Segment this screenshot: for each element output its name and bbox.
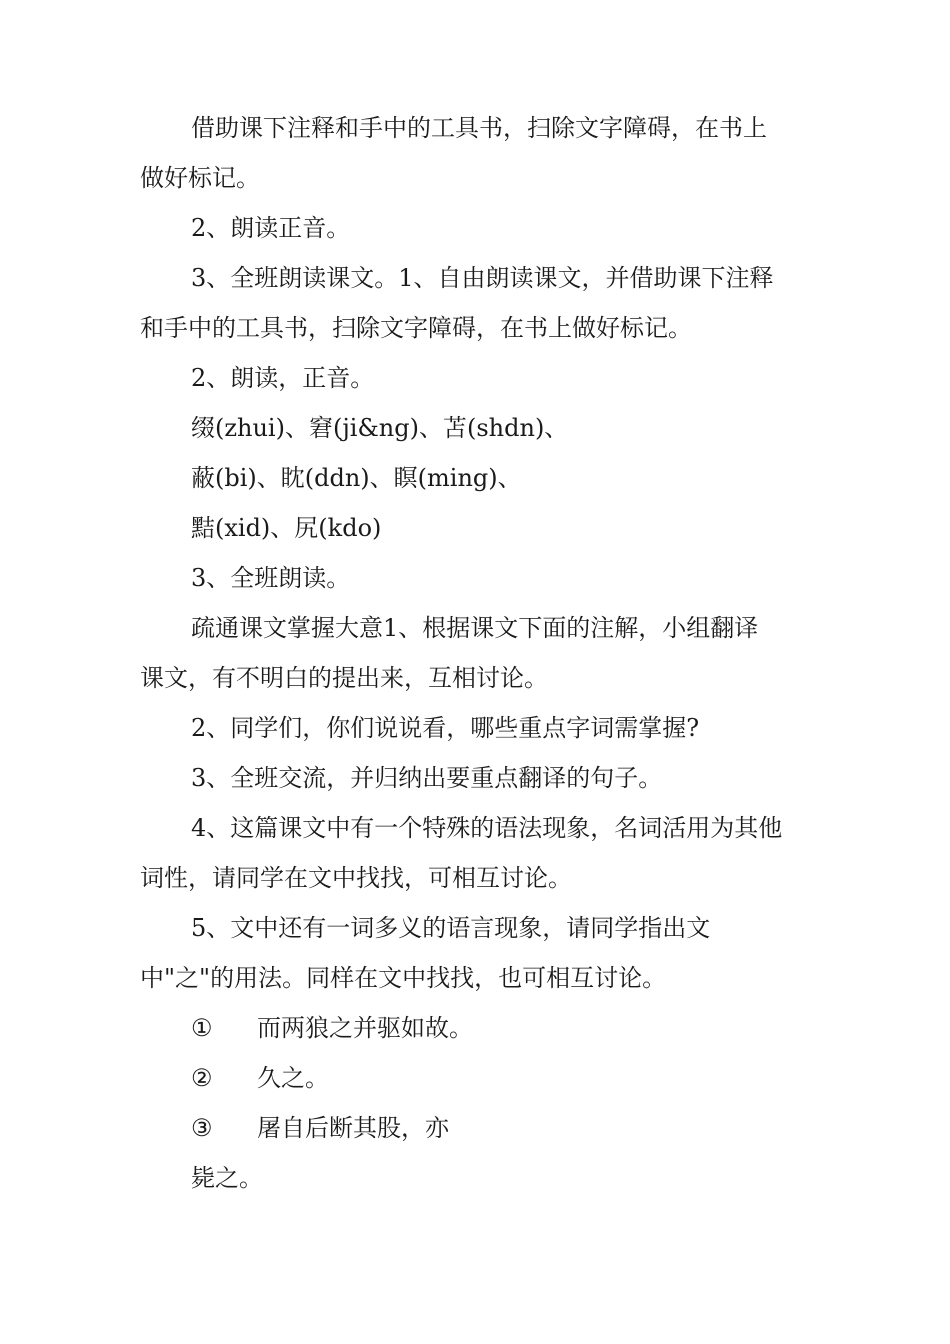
paragraph-line: 2、朗读正音。 [191,214,351,242]
paragraph-line: 课文，有不明白的提出来，互相讨论。 [140,664,548,692]
item-marker: ② [191,1064,213,1092]
item-text: 屠自后断其股，亦 [257,1114,449,1142]
item-text: 久之。 [257,1064,329,1092]
paragraph-line: 黠(xid)、尻(kdo) [191,514,382,542]
paragraph-line: 毙之。 [191,1164,263,1192]
paragraph-line: 2、朗读，正音。 [191,364,375,392]
paragraph-line: 2、同学们，你们说说看，哪些重点字词需掌握? [191,714,700,742]
paragraph-line: 中"之"的用法。同样在文中找找，也可相互讨论。 [140,964,667,992]
paragraph-line: 借助课下注释和手中的工具书，扫除文字障碍，在书上 [191,114,767,142]
item-marker: ① [191,1014,213,1042]
paragraph-line: 疏通课文掌握大意1、根据课文下面的注解，小组翻译 [191,614,759,642]
paragraph-line: 蔽(bi)、眈(ddn)、瞑(ming)、 [191,464,522,492]
paragraph-line: 4、这篇课文中有一个特殊的语法现象，名词活用为其他 [191,814,783,842]
item-text: 而两狼之并驱如故。 [257,1014,473,1042]
paragraph-line: 词性，请同学在文中找找，可相互讨论。 [140,864,572,892]
paragraph-line: 3、全班朗读。 [191,564,351,592]
paragraph-line: 和手中的工具书，扫除文字障碍，在书上做好标记。 [140,314,692,342]
paragraph-line: 5、文中还有一词多义的语言现象，请同学指出文 [191,914,711,942]
paragraph-line: 3、全班朗读课文。1、自由朗读课文，并借助课下注释 [191,264,774,292]
item-marker: ③ [191,1114,213,1142]
paragraph-line: 做好标记。 [140,164,260,192]
paragraph-line: 3、全班交流，并归纳出要重点翻译的句子。 [191,764,663,792]
paragraph-line: 缀(zhui)、窘(ji&ng)、苫(shdn)、 [191,414,569,442]
